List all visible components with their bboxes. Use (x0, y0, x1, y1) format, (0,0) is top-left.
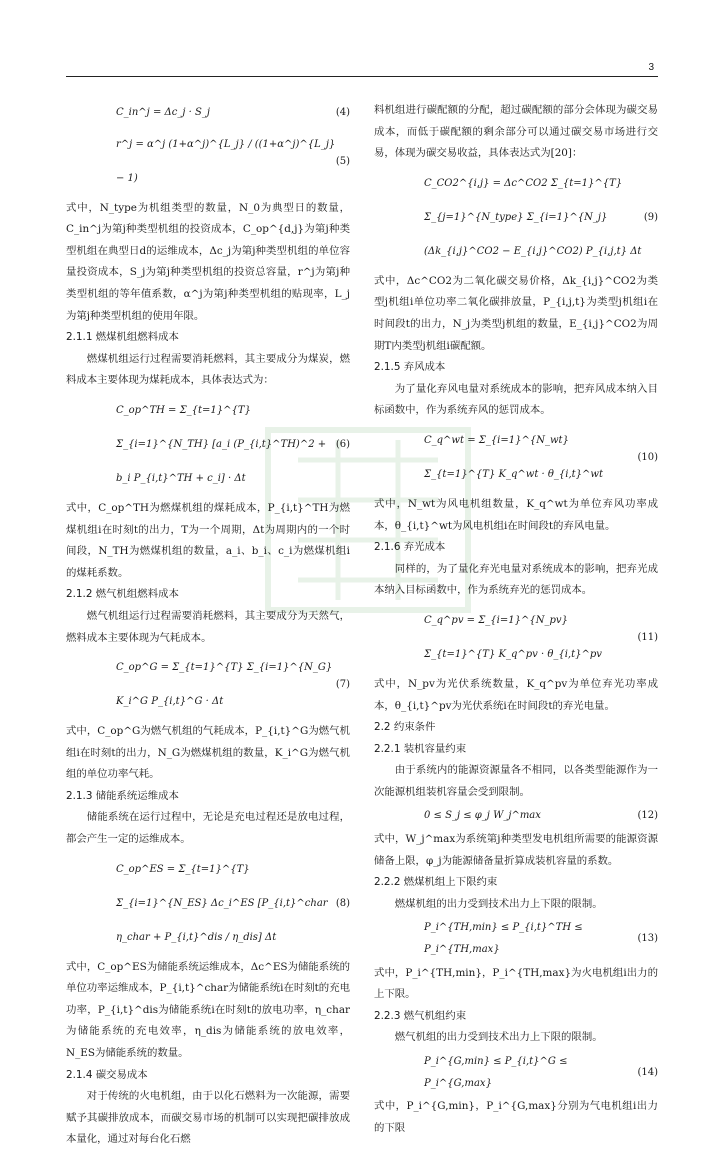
paragraph: 式中，N_pv为光伏系统数量，K_q^pv为单位弃光功率成本，θ_{i,t}^pv为光伏系统i在时间段t的弃光电量。 (374, 677, 658, 712)
equation-5 (66, 126, 350, 198)
equation-9-body: C_CO2^{i,j} = Δc^CO2 Σ_{t=1}^{T} Σ_{j=1}^{N_type} Σ_{i=1}^{N_j} (Δk_{i,j}^CO2 − E_{i,j}^CO2) P_{i,j,t} Δt (424, 177, 642, 257)
equation-4-number: (4) (335, 107, 350, 118)
paragraph: 式中，C_op^ES为储能系统运维成本，Δc^ES为储能系统的单位功率运维成本，P_{i,t}^char为储能系统i在时刻t的充电功率，P_{i,t}^dis为储能系统i在时刻t的放电功率，η_char为储能系统的充电效率，η_dis为储能系统的放电效率，N_ES为储能系统的数量。 (66, 960, 350, 1060)
equation-6 (66, 392, 350, 498)
equation-9-number: (9) (643, 211, 658, 223)
paragraph: 燃煤机组的出力受到技术出力上下限的限制。 (394, 897, 603, 910)
section-heading: 2.1.3 储能系统运维成本 (66, 789, 179, 802)
paragraph: 燃气机组运行过程需要消耗燃料，其主要成分为天然气，燃料成本主要体现为气耗成本。 (66, 609, 350, 644)
left-column (66, 100, 350, 1151)
equation-12-number: (12) (637, 810, 658, 822)
equation-7 (66, 649, 350, 721)
equation-8-number: (8) (335, 897, 350, 909)
paragraph: 由于系统内的能源资源量各不相同，以各类型能源作为一次能源机组装机容量会受到限制。 (374, 764, 658, 798)
equation-11 (374, 602, 658, 674)
equation-12 (374, 803, 658, 829)
paragraph: 为了量化弃风电量对系统成本的影响，把弃风成本纳入目标函数中，作为系统弃风的惩罚成本。 (374, 382, 658, 417)
equation-14-number: (14) (637, 1066, 658, 1078)
equation-4-body: C_in^j = Δc_j · S_j (116, 107, 210, 118)
section-heading: 2.2.3 燃气机组约束 (374, 1009, 467, 1022)
equation-6-body: C_op^TH = Σ_{t=1}^{T} Σ_{i=1}^{N_TH} [a_i (P_{i,t}^TH)^2 + b_i P_{i,t}^TH + c_i] · Δt (116, 404, 327, 484)
section-heading: 2.2 约束条件 (374, 721, 436, 734)
right-column (374, 100, 658, 1139)
paragraph: 式中，Δc^CO2为二氧化碳交易价格，Δk_{i,j}^CO2为类型j机组i单位功率二氧化碳排放量，P_{i,j,t}为类型j机组i在时间段t的出力，N_j为类型j机组的数量，E_{i,j}^CO2为周期T内类型j机组i碳配额。 (374, 274, 658, 352)
equation-7-body: C_op^G = Σ_{t=1}^{T} Σ_{i=1}^{N_G} K_i^G P_{i,t}^G · Δt (116, 662, 333, 708)
section-heading: 2.2.2 燃煤机组上下限约束 (374, 876, 498, 889)
equation-10 (374, 422, 658, 494)
paragraph: 式中，P_i^{TH,min}，P_i^{TH,max}为火电机组i出力的上下限。 (374, 966, 658, 1001)
paragraph: 式中，N_wt为风电机组数量，K_q^wt为单位弃风功率成本，θ_{i,t}^wt为风电机组i在时间段t的弃风电量。 (374, 497, 658, 532)
paragraph: 燃气机组的出力受到技术出力上下限的限制。 (394, 1031, 603, 1044)
section-heading: 2.1.1 燃煤机组燃料成本 (66, 331, 179, 344)
equation-11-number: (11) (637, 631, 658, 643)
paragraph: 式中，C_op^G为燃气机组的气耗成本，P_{i,t}^G为燃气机组i在时刻t的出力，N_G为燃煤机组的数量，K_i^G为燃气机组的单位功率气耗。 (66, 725, 350, 781)
equation-14-body: P_i^{G,min} ≤ P_{i,t}^G ≤ P_i^{G,max} (424, 1056, 568, 1089)
equation-8 (66, 851, 350, 957)
paragraph: 式中，C_op^TH为燃煤机组的煤耗成本，P_{i,t}^TH为燃煤机组i在时刻t的出力，T为一个周期，Δt为周期内的一个时间段，N_TH为燃煤机组的数量，a_i、b_i、c_i为燃煤机组i的煤耗系数。 (66, 501, 350, 579)
page-number: 3 (648, 62, 654, 73)
equation-13-body: P_i^{TH,min} ≤ P_{i,t}^TH ≤ P_i^{TH,max} (424, 922, 583, 956)
equation-5-body: r^j = α^j (1+α^j)^{L_j} / ((1+α^j)^{L_j} − 1) (116, 138, 336, 184)
section-heading: 2.1.5 弃风成本 (374, 361, 446, 374)
paragraph: 料机组进行碳配额的分配，超过碳配额的部分会体现为碳交易成本，而低于碳配额的剩余部分可以通过碳交易市场进行交易，体现为碳交易收益，具体表达式为[20]： (374, 104, 658, 160)
equation-13-number: (13) (637, 933, 658, 945)
equation-14 (374, 1049, 658, 1096)
header-rule (66, 76, 658, 77)
equation-4 (66, 100, 350, 126)
paragraph: 对于传统的火电机组，由于以化石燃料为一次能源，需要赋予其碳排放成本，而碳交易市场的机制可以实现把碳排放成本量化，通过对每台化石燃 (66, 1090, 350, 1146)
paragraph: 式中，P_i^{G,min}，P_i^{G,max}分别为气电机组i出力的下限 (374, 1100, 658, 1134)
paragraph: 燃煤机组运行过程需要消耗燃料，其主要成分为煤炭，燃料成本主要体现为煤耗成本，具体表达式为： (66, 352, 350, 387)
section-heading: 2.1.2 燃气机组燃料成本 (66, 588, 179, 601)
paragraph: 储能系统在运行过程中，无论是充电过程还是放电过程，都会产生一定的运维成本。 (66, 811, 350, 846)
section-heading: 2.2.1 装机容量约束 (374, 742, 467, 755)
equation-12-body: 0 ≤ S_j ≤ φ_j W_j^max (424, 810, 541, 822)
paragraph: 式中，N_type为机组类型的数量，N_0为典型日的数量，C_in^j为第j种类型机组的投资成本，C_op^{d,j}为第j种类型机组在典型日d的运维成本，Δc_j为第j种类型机组的单位容量投资成本，S_j为第j种类型机组的投资总容量，r^j为第j种类型机组的等年值系数，α^j为第j种类型机组的贴现率，L_j为第j种类型机组的使用年限。 (66, 201, 350, 322)
equation-8-body: C_op^ES = Σ_{t=1}^{T} Σ_{i=1}^{N_ES} Δc_i^ES [P_{i,t}^char η_char + P_{i,t}^dis / η_dis] Δt (116, 863, 328, 943)
equation-6-number: (6) (335, 438, 350, 450)
equation-5-number: (5) (335, 155, 350, 167)
equation-13 (374, 915, 658, 962)
section-heading: 2.1.4 碳交易成本 (66, 1068, 148, 1081)
equation-7-number: (7) (335, 679, 350, 691)
paragraph: 同样的，为了量化弃光电量对系统成本的影响，把弃光成本纳入目标函数中，作为系统弃光的惩罚成本。 (374, 562, 658, 597)
equation-10-body: C_q^wt = Σ_{i=1}^{N_wt} Σ_{t=1}^{T} K_q^wt · θ_{i,t}^wt (424, 434, 603, 480)
equation-9 (374, 165, 658, 271)
equation-11-body: C_q^pv = Σ_{i=1}^{N_pv} Σ_{t=1}^{T} K_q^pv · θ_{i,t}^pv (424, 614, 602, 660)
section-heading: 2.1.6 弃光成本 (374, 541, 446, 554)
equation-10-number: (10) (637, 451, 658, 463)
paragraph: 式中，W_j^max为系统第j种类型发电机组所需要的能源资源储备上限，φ_j为能源储备量折算成装机容量的系数。 (374, 833, 658, 867)
